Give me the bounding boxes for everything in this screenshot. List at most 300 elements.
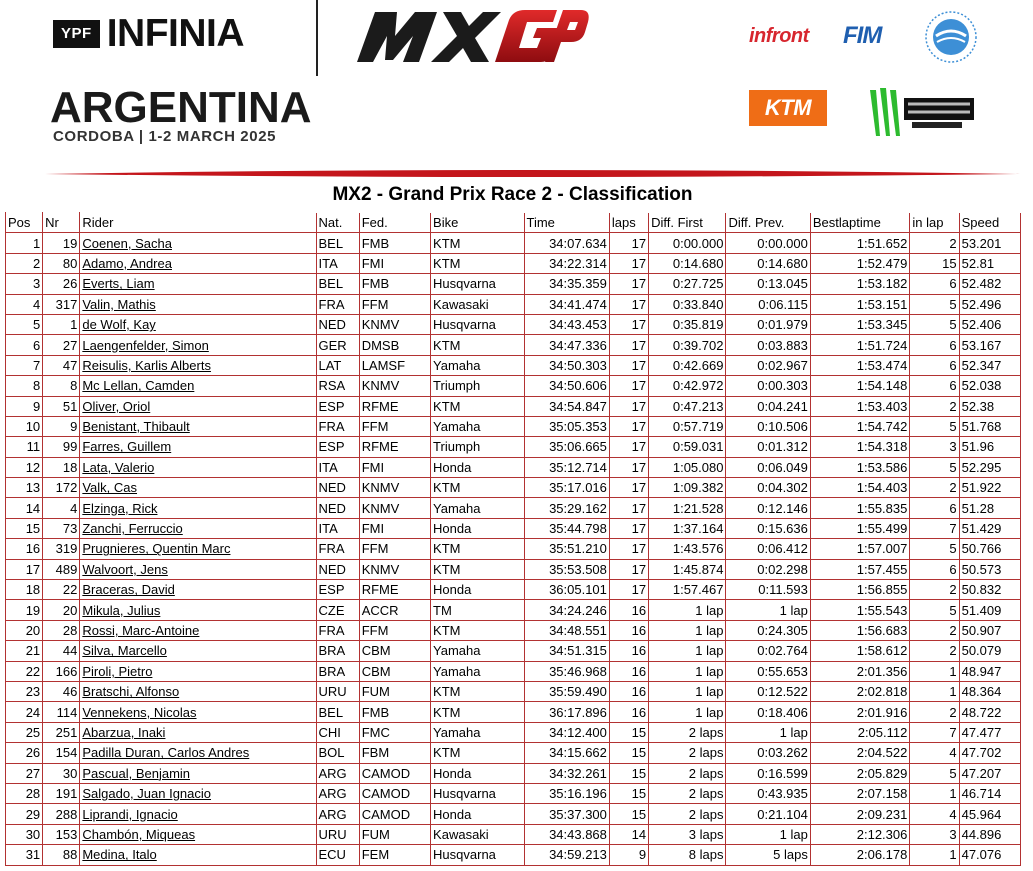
cell-rider[interactable]: Padilla Duran, Carlos Andres <box>80 743 316 763</box>
cell-speed: 53.167 <box>959 335 1020 355</box>
cell-fed: CAMOD <box>359 783 430 803</box>
cell-bike: Husqvarna <box>431 783 524 803</box>
cell-time: 34:43.453 <box>524 314 609 334</box>
cell-diff-first: 0:14.680 <box>649 253 726 273</box>
cell-laps: 17 <box>609 274 648 294</box>
cell-speed: 52.406 <box>959 314 1020 334</box>
cell-fed: FUM <box>359 681 430 701</box>
cell-bike: KTM <box>431 620 524 640</box>
cell-pos: 10 <box>6 416 43 436</box>
cell-fed: FFM <box>359 620 430 640</box>
column-header-laps: laps <box>609 213 648 233</box>
cell-rider[interactable]: Prugnieres, Quentin Marc <box>80 539 316 559</box>
cell-time: 34:54.847 <box>524 396 609 416</box>
cell-speed: 52.38 <box>959 396 1020 416</box>
cell-pos: 24 <box>6 702 43 722</box>
cell-rider[interactable]: Oliver, Oriol <box>80 396 316 416</box>
cell-pos: 14 <box>6 498 43 518</box>
cell-rider[interactable]: Pascual, Benjamin <box>80 763 316 783</box>
cell-bike: Husqvarna <box>431 314 524 334</box>
cell-fed: FMI <box>359 457 430 477</box>
cell-bestlaptime: 1:51.652 <box>810 233 909 253</box>
page-title: MX2 - Grand Prix Race 2 - Classification <box>332 184 693 205</box>
cell-rider[interactable]: Lata, Valerio <box>80 457 316 477</box>
cell-laps: 17 <box>609 539 648 559</box>
cell-pos: 18 <box>6 580 43 600</box>
cell-bike: Yamaha <box>431 355 524 375</box>
cell-nr: 319 <box>43 539 80 559</box>
cell-diff-first: 0:27.725 <box>649 274 726 294</box>
cell-nr: 46 <box>43 681 80 701</box>
table-row <box>6 661 1021 681</box>
cell-time: 35:12.714 <box>524 457 609 477</box>
cell-nr: 19 <box>43 233 80 253</box>
cell-rider[interactable]: Laengenfelder, Simon <box>80 335 316 355</box>
cell-pos: 11 <box>6 437 43 457</box>
cell-rider[interactable]: Chambón, Miqueas <box>80 824 316 844</box>
ktm-wordmark: KTM <box>764 95 812 120</box>
cell-bestlaptime: 1:54.148 <box>810 376 909 396</box>
cell-rider[interactable]: Silva, Marcello <box>80 641 316 661</box>
cell-rider[interactable]: Valin, Mathis <box>80 294 316 314</box>
cell-diff-prev: 0:12.522 <box>726 681 810 701</box>
table-body <box>6 233 1021 865</box>
cell-laps: 17 <box>609 498 648 518</box>
cell-bike: KTM <box>431 559 524 579</box>
cell-pos: 4 <box>6 294 43 314</box>
table-row <box>6 783 1021 803</box>
cell-nr: 114 <box>43 702 80 722</box>
cell-time: 34:15.662 <box>524 743 609 763</box>
cell-diff-first: 1 lap <box>649 641 726 661</box>
cell-bike: Honda <box>431 457 524 477</box>
cell-fed: FBM <box>359 743 430 763</box>
cell-diff-prev: 0:18.406 <box>726 702 810 722</box>
cell-rider[interactable]: Mikula, Julius <box>80 600 316 620</box>
cell-rider[interactable]: de Wolf, Kay <box>80 314 316 334</box>
cell-fed: FFM <box>359 294 430 314</box>
table-row <box>6 253 1021 273</box>
infinia-wordmark: INFINIA <box>106 12 245 55</box>
cell-bike: KTM <box>431 253 524 273</box>
cell-nat: GER <box>316 335 359 355</box>
cell-rider[interactable]: Rossi, Marc-Antoine <box>80 620 316 640</box>
cell-bestlaptime: 2:02.818 <box>810 681 909 701</box>
cell-pos: 8 <box>6 376 43 396</box>
cell-bestlaptime: 1:54.403 <box>810 478 909 498</box>
cell-rider[interactable]: Coenen, Sacha <box>80 233 316 253</box>
cell-diff-prev: 0:24.305 <box>726 620 810 640</box>
cell-in-lap: 1 <box>910 783 959 803</box>
table-row <box>6 600 1021 620</box>
cell-pos: 16 <box>6 539 43 559</box>
cell-nr: 153 <box>43 824 80 844</box>
cell-time: 36:05.101 <box>524 580 609 600</box>
cell-pos: 22 <box>6 661 43 681</box>
cell-fed: FFM <box>359 539 430 559</box>
cell-pos: 27 <box>6 763 43 783</box>
cell-laps: 17 <box>609 416 648 436</box>
cell-rider[interactable]: Elzinga, Rick <box>80 498 316 518</box>
cell-pos: 1 <box>6 233 43 253</box>
cell-nr: 30 <box>43 763 80 783</box>
cell-in-lap: 5 <box>910 457 959 477</box>
cell-fed: KNMV <box>359 376 430 396</box>
cell-diff-first: 1:05.080 <box>649 457 726 477</box>
cell-time: 34:35.359 <box>524 274 609 294</box>
cell-rider[interactable]: Everts, Liam <box>80 274 316 294</box>
cell-nat: BRA <box>316 661 359 681</box>
table-row <box>6 641 1021 661</box>
cell-fed: LAMSF <box>359 355 430 375</box>
cell-in-lap: 2 <box>910 478 959 498</box>
cell-fed: CAMOD <box>359 763 430 783</box>
cell-laps: 17 <box>609 253 648 273</box>
cell-speed: 51.28 <box>959 498 1020 518</box>
cell-bestlaptime: 1:51.724 <box>810 335 909 355</box>
cell-nat: URU <box>316 681 359 701</box>
cell-in-lap: 5 <box>910 539 959 559</box>
cell-diff-prev: 1 lap <box>726 824 810 844</box>
cell-in-lap: 5 <box>910 600 959 620</box>
cell-diff-prev: 1 lap <box>726 600 810 620</box>
cell-in-lap: 6 <box>910 335 959 355</box>
cell-speed: 52.295 <box>959 457 1020 477</box>
cell-diff-prev: 0:12.146 <box>726 498 810 518</box>
cell-rider[interactable]: Mc Lellan, Camden <box>80 376 316 396</box>
cell-nat: URU <box>316 824 359 844</box>
cell-fed: RFME <box>359 396 430 416</box>
cell-diff-prev: 0:10.506 <box>726 416 810 436</box>
cell-nr: 489 <box>43 559 80 579</box>
cell-speed: 51.409 <box>959 600 1020 620</box>
cell-laps: 17 <box>609 314 648 334</box>
cell-rider[interactable]: Medina, Italo <box>80 845 316 865</box>
cell-bike: KTM <box>431 396 524 416</box>
cell-time: 35:05.353 <box>524 416 609 436</box>
cell-laps: 17 <box>609 335 648 355</box>
cell-bestlaptime: 1:53.586 <box>810 457 909 477</box>
cell-pos: 20 <box>6 620 43 640</box>
cell-diff-first: 2 laps <box>649 783 726 803</box>
cell-bike: Yamaha <box>431 641 524 661</box>
ypf-logo-box: YPF <box>53 20 100 48</box>
cell-nat: CHI <box>316 722 359 742</box>
cell-bestlaptime: 2:12.306 <box>810 824 909 844</box>
cell-bestlaptime: 1:53.182 <box>810 274 909 294</box>
cell-nr: 28 <box>43 620 80 640</box>
cell-fed: FMB <box>359 233 430 253</box>
table-row <box>6 681 1021 701</box>
table-row <box>6 457 1021 477</box>
cell-pos: 26 <box>6 743 43 763</box>
cell-pos: 2 <box>6 253 43 273</box>
cell-in-lap: 5 <box>910 763 959 783</box>
cell-nr: 44 <box>43 641 80 661</box>
cell-diff-first: 1 lap <box>649 702 726 722</box>
cell-pos: 15 <box>6 518 43 538</box>
cell-speed: 46.714 <box>959 783 1020 803</box>
cell-laps: 17 <box>609 376 648 396</box>
cell-laps: 16 <box>609 620 648 640</box>
cell-pos: 7 <box>6 355 43 375</box>
cell-nr: 317 <box>43 294 80 314</box>
cell-nr: 20 <box>43 600 80 620</box>
cell-time: 34:47.336 <box>524 335 609 355</box>
cell-time: 34:22.314 <box>524 253 609 273</box>
cell-time: 34:50.606 <box>524 376 609 396</box>
cell-laps: 15 <box>609 804 648 824</box>
table-row <box>6 396 1021 416</box>
cell-diff-first: 1 lap <box>649 620 726 640</box>
cell-speed: 48.364 <box>959 681 1020 701</box>
cell-bike: KTM <box>431 681 524 701</box>
cell-pos: 17 <box>6 559 43 579</box>
cell-bestlaptime: 1:57.455 <box>810 559 909 579</box>
cell-diff-first: 2 laps <box>649 722 726 742</box>
cell-rider[interactable]: Benistant, Thibault <box>80 416 316 436</box>
cell-speed: 45.964 <box>959 804 1020 824</box>
cell-in-lap: 6 <box>910 559 959 579</box>
cell-diff-prev: 0:04.302 <box>726 478 810 498</box>
cell-laps: 17 <box>609 396 648 416</box>
cell-nr: 8 <box>43 376 80 396</box>
cell-bike: KTM <box>431 743 524 763</box>
cell-rider[interactable]: Valk, Cas <box>80 478 316 498</box>
cell-fed: DMSB <box>359 335 430 355</box>
cell-nat: FRA <box>316 294 359 314</box>
table-row <box>6 804 1021 824</box>
cell-speed: 52.038 <box>959 376 1020 396</box>
cell-bike: Yamaha <box>431 722 524 742</box>
cell-nr: 166 <box>43 661 80 681</box>
cell-pos: 29 <box>6 804 43 824</box>
table-row <box>6 355 1021 375</box>
cell-fed: FMB <box>359 274 430 294</box>
cell-diff-first: 1:21.528 <box>649 498 726 518</box>
cell-diff-prev: 0:03.262 <box>726 743 810 763</box>
cell-bike: Triumph <box>431 376 524 396</box>
cell-nat: ESP <box>316 437 359 457</box>
cell-bestlaptime: 1:57.007 <box>810 539 909 559</box>
cell-bike: KTM <box>431 233 524 253</box>
event-location-date: CORDOBA | 1-2 MARCH 2025 <box>53 128 277 145</box>
cell-time: 34:41.474 <box>524 294 609 314</box>
cell-fed: KNMV <box>359 559 430 579</box>
cell-in-lap: 15 <box>910 253 959 273</box>
cell-laps: 17 <box>609 478 648 498</box>
cell-diff-prev: 0:14.680 <box>726 253 810 273</box>
cell-fed: RFME <box>359 437 430 457</box>
table-row <box>6 702 1021 722</box>
cell-fed: FMI <box>359 253 430 273</box>
cell-in-lap: 5 <box>910 416 959 436</box>
cell-diff-first: 0:35.819 <box>649 314 726 334</box>
cell-nr: 47 <box>43 355 80 375</box>
cell-bike: TM <box>431 600 524 620</box>
cell-time: 35:51.210 <box>524 539 609 559</box>
cell-nr: 9 <box>43 416 80 436</box>
cell-bike: Honda <box>431 763 524 783</box>
cell-in-lap: 2 <box>910 641 959 661</box>
cell-nat: CZE <box>316 600 359 620</box>
cell-diff-prev: 0:43.935 <box>726 783 810 803</box>
cell-nat: BOL <box>316 743 359 763</box>
cell-laps: 15 <box>609 743 648 763</box>
cell-time: 34:07.634 <box>524 233 609 253</box>
cell-in-lap: 1 <box>910 681 959 701</box>
cell-in-lap: 6 <box>910 498 959 518</box>
cell-diff-prev: 0:16.599 <box>726 763 810 783</box>
cell-diff-prev: 5 laps <box>726 845 810 865</box>
cell-nat: LAT <box>316 355 359 375</box>
cell-fed: FMB <box>359 702 430 722</box>
cell-speed: 47.477 <box>959 722 1020 742</box>
cell-bestlaptime: 1:56.683 <box>810 620 909 640</box>
camod-logo <box>924 10 978 64</box>
cell-time: 34:50.303 <box>524 355 609 375</box>
cell-nat: ITA <box>316 253 359 273</box>
cell-time: 34:43.868 <box>524 824 609 844</box>
cell-speed: 51.429 <box>959 518 1020 538</box>
cell-diff-first: 1:45.874 <box>649 559 726 579</box>
cell-rider[interactable]: Zanchi, Ferruccio <box>80 518 316 538</box>
cell-time: 35:37.300 <box>524 804 609 824</box>
cell-nat: NED <box>316 314 359 334</box>
cell-diff-prev: 0:02.764 <box>726 641 810 661</box>
cell-bestlaptime: 1:53.151 <box>810 294 909 314</box>
cell-diff-first: 1 lap <box>649 661 726 681</box>
cell-nr: 80 <box>43 253 80 273</box>
cell-bestlaptime: 1:58.612 <box>810 641 909 661</box>
cell-nr: 4 <box>43 498 80 518</box>
table-row <box>6 559 1021 579</box>
cell-pos: 5 <box>6 314 43 334</box>
cell-speed: 50.079 <box>959 641 1020 661</box>
results-table <box>5 212 1021 866</box>
column-header-diff-prev: Diff. Prev. <box>726 213 810 233</box>
cell-nat: BEL <box>316 274 359 294</box>
table-row <box>6 743 1021 763</box>
cell-nr: 88 <box>43 845 80 865</box>
cell-pos: 12 <box>6 457 43 477</box>
cell-rider[interactable]: Farres, Guillem <box>80 437 316 457</box>
cell-rider[interactable]: Piroli, Pietro <box>80 661 316 681</box>
cell-fed: FMC <box>359 722 430 742</box>
cell-in-lap: 2 <box>910 233 959 253</box>
cell-rider[interactable]: Salgado, Juan Ignacio <box>80 783 316 803</box>
cell-rider[interactable]: Liprandi, Ignacio <box>80 804 316 824</box>
cell-laps: 17 <box>609 294 648 314</box>
cell-diff-first: 0:47.213 <box>649 396 726 416</box>
cell-diff-first: 0:42.669 <box>649 355 726 375</box>
cell-nat: NED <box>316 559 359 579</box>
cell-fed: KNMV <box>359 478 430 498</box>
cell-bestlaptime: 1:52.479 <box>810 253 909 273</box>
cell-nr: 73 <box>43 518 80 538</box>
cell-bestlaptime: 1:53.345 <box>810 314 909 334</box>
cell-time: 34:24.246 <box>524 600 609 620</box>
cell-rider[interactable]: Bratschi, Alfonso <box>80 681 316 701</box>
column-header-rider: Rider <box>80 213 316 233</box>
cell-nat: NED <box>316 498 359 518</box>
table-row <box>6 580 1021 600</box>
cell-speed: 51.96 <box>959 437 1020 457</box>
cell-rider[interactable]: Reisulis, Karlis Alberts <box>80 355 316 375</box>
cell-in-lap: 1 <box>910 661 959 681</box>
cell-diff-first: 1 lap <box>649 681 726 701</box>
cell-diff-prev: 0:03.883 <box>726 335 810 355</box>
cell-bike: Husqvarna <box>431 274 524 294</box>
cell-bestlaptime: 2:09.231 <box>810 804 909 824</box>
cell-laps: 16 <box>609 702 648 722</box>
cell-rider[interactable]: Braceras, David <box>80 580 316 600</box>
cell-diff-prev: 0:11.593 <box>726 580 810 600</box>
cell-pos: 9 <box>6 396 43 416</box>
cell-in-lap: 5 <box>910 314 959 334</box>
column-header-pos: Pos <box>6 213 43 233</box>
ktm-logo <box>749 90 827 126</box>
cell-time: 34:12.400 <box>524 722 609 742</box>
ypf-infinia-logo <box>53 12 245 55</box>
cell-speed: 52.482 <box>959 274 1020 294</box>
cell-nat: ARG <box>316 804 359 824</box>
cell-rider[interactable]: Adamo, Andrea <box>80 253 316 273</box>
cell-rider[interactable]: Walvoort, Jens <box>80 559 316 579</box>
cell-bike: Yamaha <box>431 498 524 518</box>
column-header-time: Time <box>524 213 609 233</box>
cell-rider[interactable]: Abarzua, Inaki <box>80 722 316 742</box>
cell-laps: 15 <box>609 722 648 742</box>
cell-diff-prev: 0:55.653 <box>726 661 810 681</box>
table-row <box>6 376 1021 396</box>
cell-bestlaptime: 2:05.829 <box>810 763 909 783</box>
cell-bike: Triumph <box>431 437 524 457</box>
cell-in-lap: 3 <box>910 437 959 457</box>
column-header-fed: Fed. <box>359 213 430 233</box>
cell-diff-prev: 0:13.045 <box>726 274 810 294</box>
table-row <box>6 437 1021 457</box>
cell-laps: 17 <box>609 457 648 477</box>
cell-diff-first: 0:42.972 <box>649 376 726 396</box>
table-row <box>6 335 1021 355</box>
cell-time: 35:44.798 <box>524 518 609 538</box>
table-row <box>6 518 1021 538</box>
table-header-row <box>6 213 1021 233</box>
cell-pos: 13 <box>6 478 43 498</box>
cell-diff-prev: 0:01.979 <box>726 314 810 334</box>
cell-diff-prev: 0:06.412 <box>726 539 810 559</box>
cell-speed: 50.832 <box>959 580 1020 600</box>
cell-time: 35:59.490 <box>524 681 609 701</box>
cell-bestlaptime: 1:55.543 <box>810 600 909 620</box>
table-row <box>6 314 1021 334</box>
cell-diff-prev: 1 lap <box>726 722 810 742</box>
table-row <box>6 294 1021 314</box>
cell-diff-first: 0:33.840 <box>649 294 726 314</box>
cell-speed: 47.702 <box>959 743 1020 763</box>
table-row <box>6 845 1021 865</box>
cell-diff-first: 1:43.576 <box>649 539 726 559</box>
cell-pos: 31 <box>6 845 43 865</box>
cell-nr: 27 <box>43 335 80 355</box>
cell-in-lap: 1 <box>910 845 959 865</box>
cell-laps: 17 <box>609 580 648 600</box>
cell-nat: ECU <box>316 845 359 865</box>
cell-rider[interactable]: Vennekens, Nicolas <box>80 702 316 722</box>
mxgp-logo <box>345 2 590 72</box>
cell-speed: 44.896 <box>959 824 1020 844</box>
